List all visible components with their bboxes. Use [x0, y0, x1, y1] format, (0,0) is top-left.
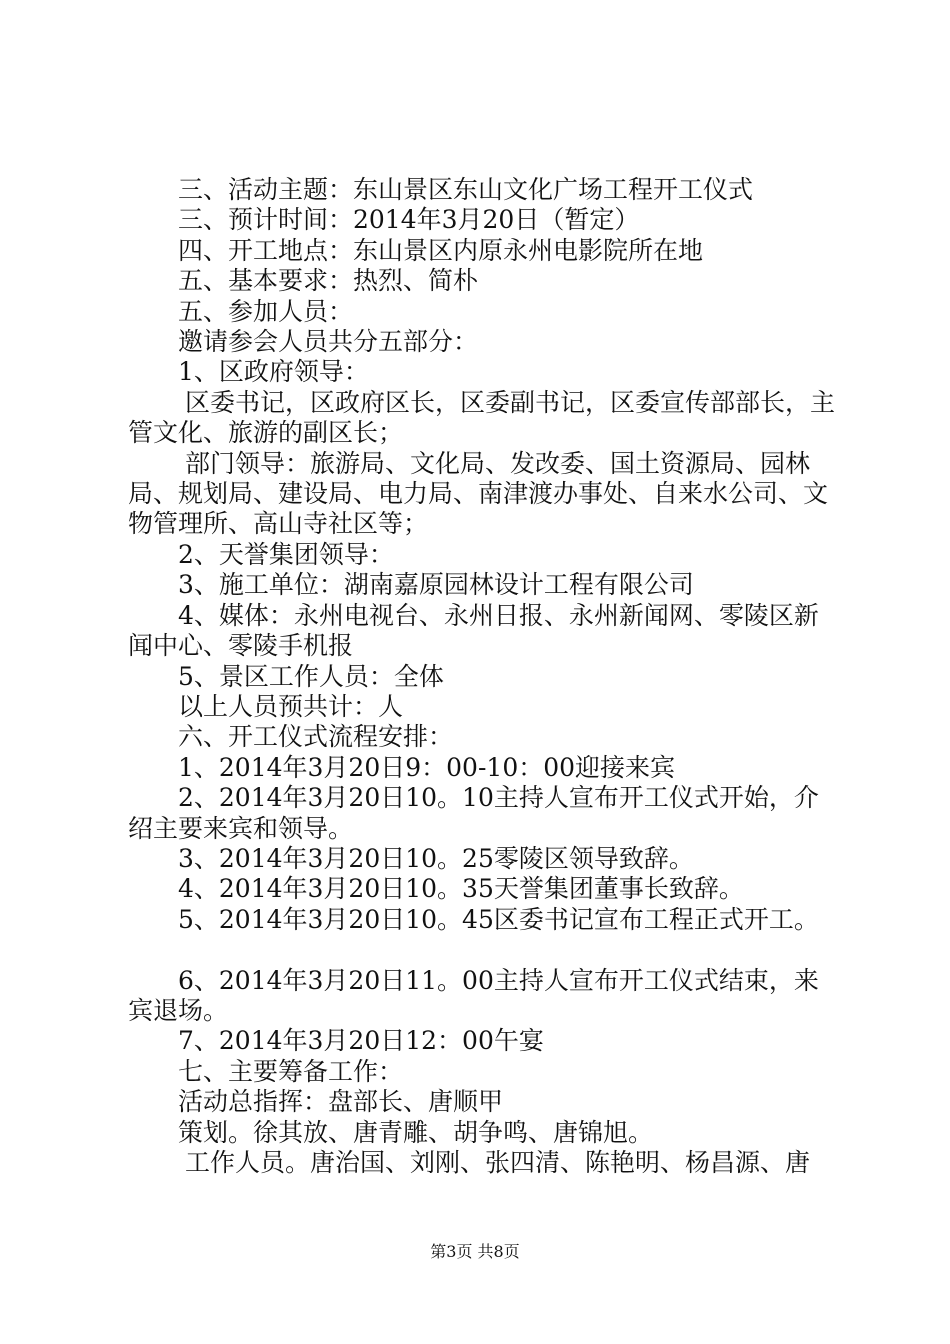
paragraph-step-2: 2、2014年3月20日10。10主持人宣布开工仪式开始，介绍主要来宾和领导。 — [128, 783, 819, 843]
paragraph-district-leaders-list: 区委书记，区政府区长，区委副书记，区委宣传部部长，主管文化、旅游的副区长； — [128, 387, 836, 448]
paragraph-time: 三、预计时间：2014年3月20日（暂定） — [178, 205, 640, 235]
paragraph-step-3: 3、2014年3月20日10。25零陵区领导致辞。 — [178, 843, 694, 873]
paragraph-invite-intro: 邀请参会人员共分五部分： — [178, 327, 479, 357]
paragraph-preparation-heading: 七、主要筹备工作： — [178, 1056, 404, 1086]
paragraph-planning: 策划。徐其放、唐青雕、胡争鸣、唐锦旭。 — [178, 1117, 654, 1147]
paragraph-participants-heading: 五、参加人员： — [178, 296, 354, 326]
paragraph-requirements: 五、基本要求：热烈、简朴 — [178, 266, 479, 296]
paragraph-step-6: 6、2014年3月20日11。00主持人宣布开工仪式结束，来宾退场。 — [128, 965, 819, 1025]
page-number-footer: 第3页 共8页 — [430, 1242, 520, 1261]
paragraph-process-heading: 六、开工仪式流程安排： — [178, 722, 454, 752]
paragraph-step-7: 7、2014年3月20日12：00午宴 — [178, 1026, 544, 1056]
paragraph-theme: 三、活动主题：东山景区东山文化广场工程开工仪式 — [178, 175, 754, 204]
paragraph-commander: 活动总指挥：盘部长、唐顺甲 — [178, 1087, 504, 1117]
paragraph-staff: 5、景区工作人员：全体 — [178, 661, 444, 691]
paragraph-media: 4、媒体：永州电视台、永州日报、永州新闻网、零陵区新闻中心、零陵手机报 — [128, 600, 819, 661]
paragraph-district-leaders: 1、区政府领导： — [178, 357, 369, 387]
paragraph-staff-list: 工作人员。唐治国、刘刚、张四清、陈艳明、杨昌源、唐 — [185, 1147, 811, 1177]
paragraph-total: 以上人员预共计：人 — [178, 691, 404, 721]
blank-line — [128, 935, 838, 965]
paragraph-step-4: 4、2014年3月20日10。35天誉集团董事长致辞。 — [178, 874, 744, 904]
paragraph-construction-unit: 3、施工单位：湖南嘉原园林设计工程有限公司 — [178, 570, 694, 600]
paragraph-department-leaders: 部门领导：旅游局、文化局、发改委、国土资源局、园林局、规划局、建设局、电力局、南津渡办事处、自来水公司、文物管理所、高山寺社区等； — [128, 448, 829, 539]
paragraph-tianyu-leaders: 2、天誉集团领导： — [178, 539, 394, 569]
document-body — [128, 175, 838, 1178]
paragraph-location: 四、开工地点：东山景区内原永州电影院所在地 — [178, 235, 704, 265]
paragraph-step-1: 1、2014年3月20日9：00-10：00迎接来宾 — [178, 752, 676, 782]
paragraph-step-5: 5、2014年3月20日10。45区委书记宣布工程正式开工。 — [178, 904, 819, 934]
